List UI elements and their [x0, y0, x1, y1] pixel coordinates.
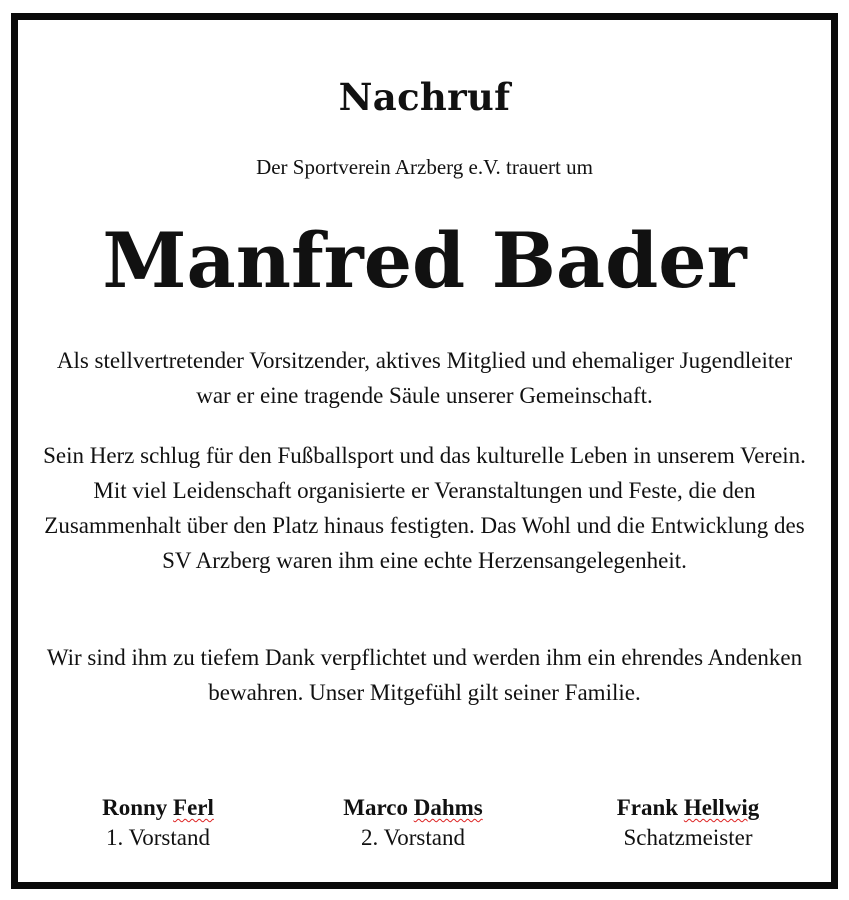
- signatory-1: [58, 793, 258, 853]
- signatory-first-name: Marco: [343, 795, 408, 820]
- signatory-last-name: Ferl: [173, 795, 214, 820]
- deceased-name: Manfred Bader: [102, 216, 747, 305]
- paragraph-passion: Sein Herz schlug für den Fußballsport und das kulturelle Leben in unserem Verein. Mit viel Leidenschaft organisierte er Veranstaltungen und Feste, die den Zusammenhalt über den Platz hinaus festigten. Das Wohl und die Entwicklung des SV Arzberg waren ihm eine echte Herzensangelegenheit.: [43, 443, 806, 573]
- signatory-name: [308, 793, 518, 823]
- signatory-last-name: Hellwig: [683, 795, 760, 820]
- signatory-name: [58, 793, 258, 823]
- signatory-first-name: Ronny: [102, 795, 168, 820]
- signatory-2: [308, 793, 518, 853]
- signatory-role: 2. Vorstand: [361, 825, 465, 850]
- signatory-role: 1. Vorstand: [106, 825, 210, 850]
- paragraph-role: Als stellvertretender Vorsitzender, aktives Mitglied und ehemaliger Jugendleiter war er eine tragende Säule unserer Gemeinschaft.: [56, 348, 793, 408]
- signatory-first-name: Frank: [616, 795, 679, 820]
- paragraph-gratitude: Wir sind ihm zu tiefem Dank verpflichtet und werden ihm ein ehrendes Andenken bewahren. Unser Mitgefühl gilt seiner Familie.: [46, 645, 803, 705]
- notice-frame: [11, 13, 838, 889]
- signatory-name: [578, 793, 798, 823]
- signatory-3: [578, 793, 798, 853]
- signatory-last-name: Dahms: [413, 795, 483, 820]
- notice-content: [18, 20, 831, 882]
- notice-title: Nachruf: [338, 75, 511, 119]
- signatory-role: Schatzmeister: [623, 825, 753, 850]
- notice-intro: Der Sportverein Arzberg e.V. trauert um: [256, 155, 593, 179]
